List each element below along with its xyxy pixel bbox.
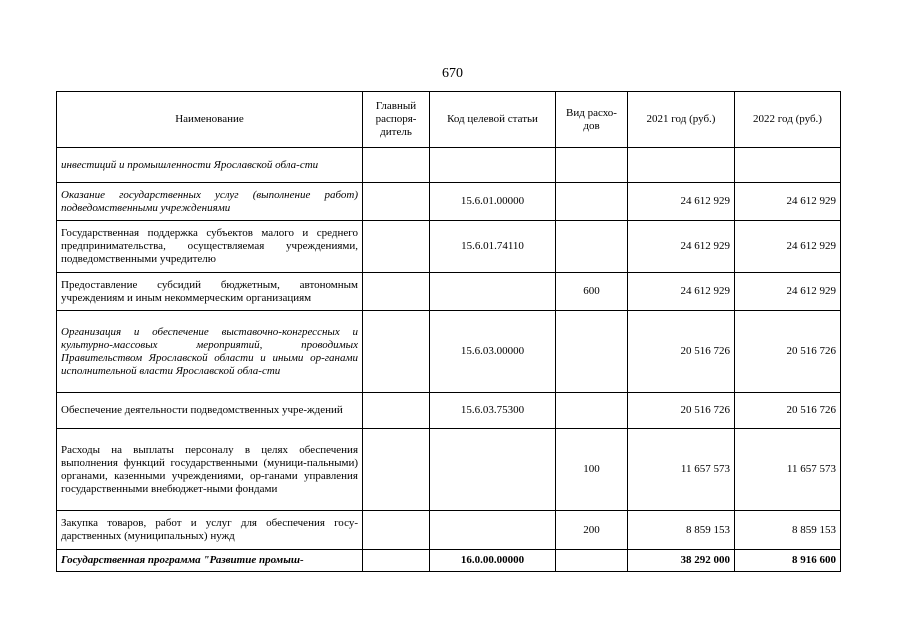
row-code bbox=[430, 273, 556, 311]
table-row bbox=[57, 183, 841, 221]
row-name: Организация и обеспечение выставочно-конгрессных и культурно-массовых мероприятий, проводимых Правительством Ярославской области и иными ор-ганами исполнительной власти Ярославской обла-сти bbox=[57, 311, 363, 393]
row-2021: 38 292 000 bbox=[628, 550, 735, 572]
row-name: Государственная поддержка субъектов малого и среднего предпринимательства, осуществляемая учреждениями, подведомственными учредителю bbox=[57, 221, 363, 273]
row-type: 200 bbox=[556, 511, 628, 550]
table-row bbox=[57, 148, 841, 183]
table-row bbox=[57, 429, 841, 511]
row-2022: 8 916 600 bbox=[735, 550, 841, 572]
row-2022: 20 516 726 bbox=[735, 393, 841, 429]
row-2022: 11 657 573 bbox=[735, 429, 841, 511]
row-type bbox=[556, 393, 628, 429]
row-2021 bbox=[628, 148, 735, 183]
row-manager bbox=[363, 429, 430, 511]
row-2021: 24 612 929 bbox=[628, 221, 735, 273]
row-name: Государственная программа "Развитие промыш- bbox=[57, 550, 363, 572]
row-type: 100 bbox=[556, 429, 628, 511]
header-type: Вид расхо-дов bbox=[556, 92, 628, 148]
header-2022: 2022 год (руб.) bbox=[735, 92, 841, 148]
row-name: Оказание государственных услуг (выполнение работ) подведомственными учреждениями bbox=[57, 183, 363, 221]
row-2021: 11 657 573 bbox=[628, 429, 735, 511]
budget-table bbox=[56, 91, 841, 572]
table-row bbox=[57, 273, 841, 311]
row-2021: 8 859 153 bbox=[628, 511, 735, 550]
row-name: Расходы на выплаты персоналу в целях обеспечения выполнения функций государственными (муници-пальными) органами, казенными учреждениями, ор-ганами управления государственными внебюджет-ными фондами bbox=[57, 429, 363, 511]
row-2022 bbox=[735, 148, 841, 183]
row-2022: 20 516 726 bbox=[735, 311, 841, 393]
row-code bbox=[430, 511, 556, 550]
page-number: 670 bbox=[442, 66, 463, 81]
row-code: 16.0.00.00000 bbox=[430, 550, 556, 572]
row-type bbox=[556, 550, 628, 572]
row-code: 15.6.01.74110 bbox=[430, 221, 556, 273]
table-row bbox=[57, 550, 841, 572]
row-manager bbox=[363, 221, 430, 273]
row-manager bbox=[363, 273, 430, 311]
row-manager bbox=[363, 393, 430, 429]
row-name: Обеспечение деятельности подведомственных учре-ждений bbox=[57, 393, 363, 429]
header-code: Код целевой статьи bbox=[430, 92, 556, 148]
row-type bbox=[556, 148, 628, 183]
row-name: Предоставление субсидий бюджетным, автономным учреждениям и иным некоммерческим организациям bbox=[57, 273, 363, 311]
row-type bbox=[556, 311, 628, 393]
row-manager bbox=[363, 148, 430, 183]
row-2021: 20 516 726 bbox=[628, 393, 735, 429]
row-2021: 24 612 929 bbox=[628, 183, 735, 221]
row-2022: 8 859 153 bbox=[735, 511, 841, 550]
row-2021: 24 612 929 bbox=[628, 273, 735, 311]
row-2022: 24 612 929 bbox=[735, 183, 841, 221]
row-2021: 20 516 726 bbox=[628, 311, 735, 393]
table-row bbox=[57, 311, 841, 393]
row-manager bbox=[363, 550, 430, 572]
header-2021: 2021 год (руб.) bbox=[628, 92, 735, 148]
row-code: 15.6.03.00000 bbox=[430, 311, 556, 393]
header-row bbox=[57, 92, 841, 148]
header-name: Наименование bbox=[57, 92, 363, 148]
table-row bbox=[57, 393, 841, 429]
row-code bbox=[430, 429, 556, 511]
row-2022: 24 612 929 bbox=[735, 273, 841, 311]
row-manager bbox=[363, 511, 430, 550]
row-type bbox=[556, 183, 628, 221]
row-2022: 24 612 929 bbox=[735, 221, 841, 273]
row-code bbox=[430, 148, 556, 183]
row-code: 15.6.03.75300 bbox=[430, 393, 556, 429]
row-name: инвестиций и промышленности Ярославской обла-сти bbox=[57, 148, 363, 183]
table-row bbox=[57, 511, 841, 550]
row-manager bbox=[363, 311, 430, 393]
row-manager bbox=[363, 183, 430, 221]
table-row bbox=[57, 221, 841, 273]
header-manager: Главный распоря-дитель bbox=[363, 92, 430, 148]
row-type: 600 bbox=[556, 273, 628, 311]
row-name: Закупка товаров, работ и услуг для обеспечения госу-дарственных (муниципальных) нужд bbox=[57, 511, 363, 550]
row-type bbox=[556, 221, 628, 273]
row-code: 15.6.01.00000 bbox=[430, 183, 556, 221]
